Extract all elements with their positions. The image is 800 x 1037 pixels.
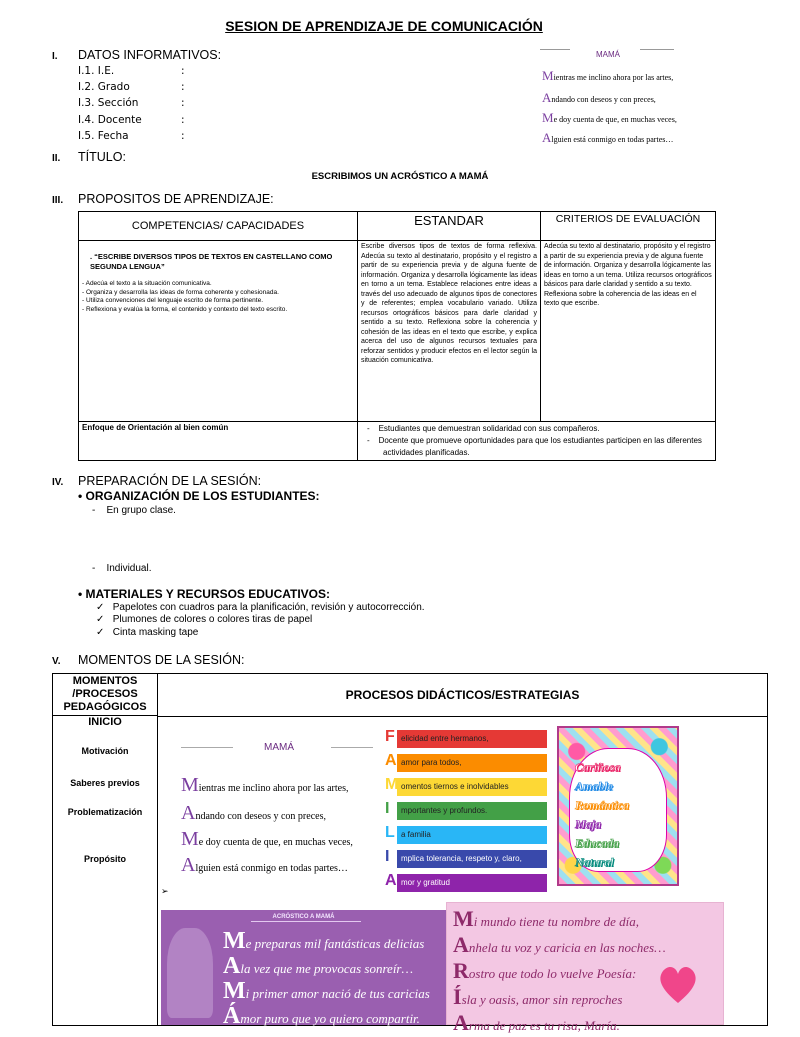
acrostic-text: ientras me inclino ahora por las artes, [553, 73, 674, 82]
purple-poem-heading: ACRÓSTICO A MAMÁ [272, 914, 335, 920]
adjective-word: Romántica [575, 798, 630, 812]
info-ie [78, 65, 185, 77]
purple-rule [251, 921, 361, 922]
pink-poem-text: i mundo tiene tu nombre de día, [473, 914, 640, 929]
org-item: - En grupo clase. [92, 505, 176, 516]
familia-row [385, 872, 547, 892]
pink-poem-text: sla y oasis, amor sin reproches [461, 992, 623, 1007]
acrostic-capital: M [542, 68, 554, 83]
pink-poem-card [446, 902, 724, 1035]
familia-text: amor para todos, [401, 758, 462, 767]
familia-row [385, 752, 547, 772]
familia-capital: M [385, 776, 399, 793]
acrostic-line [542, 130, 673, 146]
section-titulo [52, 150, 126, 164]
acrostic-capital: M [181, 828, 199, 850]
materiales-heading: • MATERIALES Y RECURSOS EDUCATIVOS: [78, 587, 331, 601]
acrostic-text: e doy cuenta de que, en muchas veces, [198, 837, 353, 848]
purple-poem-capital: M [223, 928, 246, 954]
purple-poem-capital: Á [223, 1003, 241, 1029]
acrostic-line [181, 802, 326, 825]
adjective-word: Cariñosa [575, 760, 621, 774]
info-label: I.4. Docente [78, 114, 142, 126]
capacidad-item: - Utiliza convenciones del lenguaje escrito de forma pertinente. [82, 297, 264, 304]
arrow-bullet: ➢ [161, 886, 169, 896]
info-label: I.5. Fecha [78, 130, 129, 142]
header-criterios: CRITERIOS DE EVALUACIÓN [541, 212, 716, 241]
familia-capital: I [385, 800, 390, 817]
material-item-text: Plumones de colores o colores tiras de papel [112, 614, 313, 625]
acrostic-text: lguien está conmigo en todas partes… [195, 863, 348, 874]
acrostic-line [542, 110, 677, 126]
acrostic-card-small [538, 46, 678, 146]
pink-poem-capital: R [453, 958, 469, 983]
adjective-word: Educada [575, 836, 620, 850]
materiales-title: MATERIALES Y RECURSOS EDUCATIVOS: [85, 587, 331, 601]
enfoque-item-text: Docente que promueve oportunidades para que los estudiantes participen en las diferentes actividades planificadas. [378, 436, 702, 457]
acrostic-card-large [179, 732, 379, 876]
acrostic-text: ndando con deseos y con preces, [195, 811, 326, 822]
estandar-cell: Escribe diversos tipos de textos de forma reflexiva. Adecúa su texto al destinatario, propósito y el registro a partir de su experiencia previa y de alguna fuente de información. Organiza y desarrolla lógicamente las ideas en torno a un tema. Establece relaciones entre ideas a través del uso adecuado de algunos tipos de conectores y de referentes; emplea vocabulario variado. Utiliza recursos ortográficos básicos para darle claridad y sentido a su texto. Reflexiona sobre la coherencia y cohesión de las ideas en el texto que escribe, y explica acerca del uso de algunos recursos textuales para reforzar sentidos y producir efectos en el lector según la situación comunicativa. [358, 241, 541, 422]
momentos-table [52, 673, 768, 1035]
familia-capital: F [385, 728, 395, 745]
mother-silhouette [167, 928, 213, 1018]
document-title: SESION DE APRENDIZAJE DE COMUNICACIÓN [225, 18, 543, 34]
section-label: DATOS INFORMATIVOS: [78, 48, 222, 62]
familia-text: mplica tolerancia, respeto y, claro, [401, 854, 522, 863]
pink-poem-text: rma de paz es tu risa, María. [468, 1018, 620, 1033]
pink-poem-text: nhela tu voz y caricia en las noches… [468, 940, 666, 955]
card-heading: MAMÁ [264, 742, 294, 753]
info-colon: : [181, 130, 185, 142]
pink-poem-lines [453, 907, 666, 1037]
material-item: ✓ Papelotes con cuadros para la planificación, revisión y autocorrección. [96, 602, 425, 613]
purple-poem-line [223, 1005, 430, 1030]
acrostic-capital: A [542, 130, 552, 145]
pink-poem-capital: A [453, 932, 469, 957]
familia-row [385, 728, 547, 748]
familia-row [385, 800, 547, 820]
section-momentos [52, 653, 244, 667]
purple-poem-card [161, 910, 446, 1029]
competencia-name: . “ESCRIBE DIVERSOS TIPOS DE TEXTOS EN CASTELLANO COMO SEGUNDA LENGUA” [90, 252, 333, 271]
info-label: I.2. Grado [78, 81, 130, 93]
session-title: ESCRIBIMOS UN ACRÓSTICO A MAMÁ [311, 171, 489, 182]
pink-poem-line [453, 907, 666, 933]
purple-poem-text: mor puro que yo quiero compartir. [240, 1011, 420, 1026]
adjectives-list [575, 758, 629, 872]
familia-row [385, 848, 547, 868]
section-datos [52, 48, 221, 62]
acrostic-text: lguien está conmigo en todas partes… [551, 135, 674, 144]
enfoque-item: - Estudiantes que demuestran solidaridad con sus compañeros. [367, 424, 600, 433]
acrostic-text: e doy cuenta de que, en muchas veces, [553, 115, 677, 124]
org-item-text: En grupo clase. [106, 505, 176, 516]
enfoque-items-cell [358, 422, 716, 461]
adjective-word: Amable [575, 779, 613, 793]
pink-poem-capital: Í [453, 984, 462, 1009]
section-propositos [52, 192, 274, 206]
pink-poem-line [453, 959, 666, 985]
material-item-text: Cinta masking tape [112, 627, 199, 638]
familia-text: a familia [401, 830, 431, 839]
enfoque-cell: Enfoque de Orientación al bien común [79, 422, 358, 461]
header-competencias: COMPETENCIAS/ CAPACIDADES [79, 212, 358, 241]
step-problematizacion: Problematización [67, 807, 143, 817]
enfoque-item-text: Estudiantes que demuestran solidaridad con sus compañeros. [378, 424, 600, 433]
purple-poem-line [223, 930, 430, 955]
section-label: TÍTULO: [78, 150, 126, 164]
familia-rainbow [387, 722, 547, 892]
pink-poem-line [453, 985, 666, 1011]
section-number: III. [52, 195, 64, 206]
section-preparacion [52, 474, 261, 488]
heart-icon [655, 961, 701, 1007]
purple-poem-capital: M [223, 978, 246, 1004]
momentos-left-column [53, 674, 158, 1025]
acrostic-line [542, 68, 673, 84]
momentos-left-header: MOMENTOS /PROCESOS PEDAGÓGICOS [53, 674, 157, 716]
familia-capital: L [385, 824, 395, 841]
info-docente [78, 114, 185, 126]
purple-poem-text: la vez que me provocas sonreír… [240, 961, 414, 976]
competencia-cell [79, 241, 358, 422]
section-label: MOMENTOS DE LA SESIÓN: [78, 653, 245, 667]
material-item: ✓ Plumones de colores o colores tiras de papel [96, 614, 313, 625]
competencias-table [78, 211, 716, 461]
momentos-right-header: PROCESOS DIDÁCTICOS/ESTRATEGIAS [158, 674, 767, 717]
acrostic-capital: M [542, 110, 554, 125]
adjective-word: Natural [575, 855, 614, 869]
acrostic-capital: M [181, 774, 199, 796]
info-grado [78, 81, 185, 93]
familia-capital: A [385, 752, 397, 769]
purple-poem-line [223, 955, 430, 980]
section-label: PROPOSITOS DE APRENDIZAJE: [78, 192, 274, 206]
capacidad-item: - Organiza y desarrolla las ideas de forma coherente y cohesionada. [82, 288, 279, 296]
step-saberes: Saberes previos [70, 778, 140, 788]
familia-text: mor y gratitud [401, 878, 450, 887]
info-label: I.1. I.E. [78, 65, 115, 77]
info-colon: : [181, 114, 185, 126]
familia-text: omentos tiernos e inolvidables [401, 782, 509, 791]
section-number: V. [52, 656, 61, 667]
organizacion-title: ORGANIZACIÓN DE LOS ESTUDIANTES: [85, 489, 320, 503]
adjective-word: Maja [575, 817, 602, 831]
purple-poem-text: i primer amor nació de tus caricias [245, 986, 430, 1001]
purple-poem-line [223, 980, 430, 1005]
purple-poem-text: e preparas mil fantásticas delicias [245, 936, 425, 951]
org-item: - Individual. [92, 563, 152, 574]
pink-poem-capital: A [453, 1010, 469, 1035]
familia-row [385, 776, 547, 796]
section-number: I. [52, 51, 58, 62]
pink-poem-text: ostro que todo lo vuelve Poesía: [468, 966, 637, 981]
purple-poem-lines [223, 930, 430, 1030]
info-colon: : [181, 65, 185, 77]
card-heading: MAMÁ [596, 50, 620, 59]
step-proposito: Propósito [84, 854, 126, 864]
capacidad-item: - Adecúa el texto a la situación comunicativa. [82, 280, 212, 287]
step-motivacion: Motivación [81, 746, 129, 756]
acrostic-line [181, 854, 348, 877]
familia-capital: A [385, 872, 397, 889]
section-number: IV. [52, 477, 64, 488]
info-label: I.3. Sección [78, 97, 139, 109]
acrostic-capital: A [542, 90, 552, 105]
familia-row [385, 824, 547, 844]
info-seccion [78, 97, 185, 109]
organizacion-heading: • ORGANIZACIÓN DE LOS ESTUDIANTES: [78, 489, 320, 503]
acrostic-line [181, 774, 348, 797]
acrostic-line [181, 828, 353, 851]
info-colon: : [181, 81, 185, 93]
adjectives-card [557, 726, 679, 886]
familia-capital: I [385, 848, 390, 865]
inicio-label: INICIO [88, 716, 122, 728]
acrostic-text: ndando con deseos y con preces, [551, 95, 656, 104]
criterios-cell: Adecúa su texto al destinatario, propósito y el registro a partir de su experiencia previa y de alguna fuente de información. Organiza y desarrolla lógicamente las ideas en torno a un tema. Utiliza recursos ortográficos básicos para darle claridad y sentido a su texto. Reflexiona sobre la coherencia de las ideas en el texto que escribe. [541, 241, 716, 422]
acrostic-capital: A [181, 802, 196, 824]
header-estandar: ESTANDAR [358, 212, 541, 241]
pink-poem-capital: M [453, 906, 474, 931]
enfoque-item: - Docente que promueve oportunidades para que los estudiantes participen en las diferentes actividades planificadas. [367, 436, 702, 457]
acrostic-line [542, 90, 656, 106]
org-item-text: Individual. [106, 563, 152, 574]
section-number: II. [52, 153, 61, 164]
acrostic-text: ientras me inclino ahora por las artes, [198, 783, 349, 794]
pink-poem-line [453, 933, 666, 959]
info-colon: : [181, 97, 185, 109]
acrostic-capital: A [181, 854, 196, 876]
info-fecha [78, 130, 185, 142]
material-item: ✓ Cinta masking tape [96, 627, 199, 638]
pink-poem-line [453, 1011, 666, 1037]
familia-text: elicidad entre hermanos, [401, 734, 489, 743]
purple-poem-capital: A [223, 953, 241, 979]
capacidad-item: - Reflexiona y evalúa la forma, el contenido y contexto del texto escrito. [82, 305, 288, 313]
familia-text: mportantes y profundos. [401, 806, 488, 815]
section-label: PREPARACIÓN DE LA SESIÓN: [78, 474, 262, 488]
material-item-text: Papelotes con cuadros para la planificación, revisión y autocorrección. [112, 602, 425, 613]
